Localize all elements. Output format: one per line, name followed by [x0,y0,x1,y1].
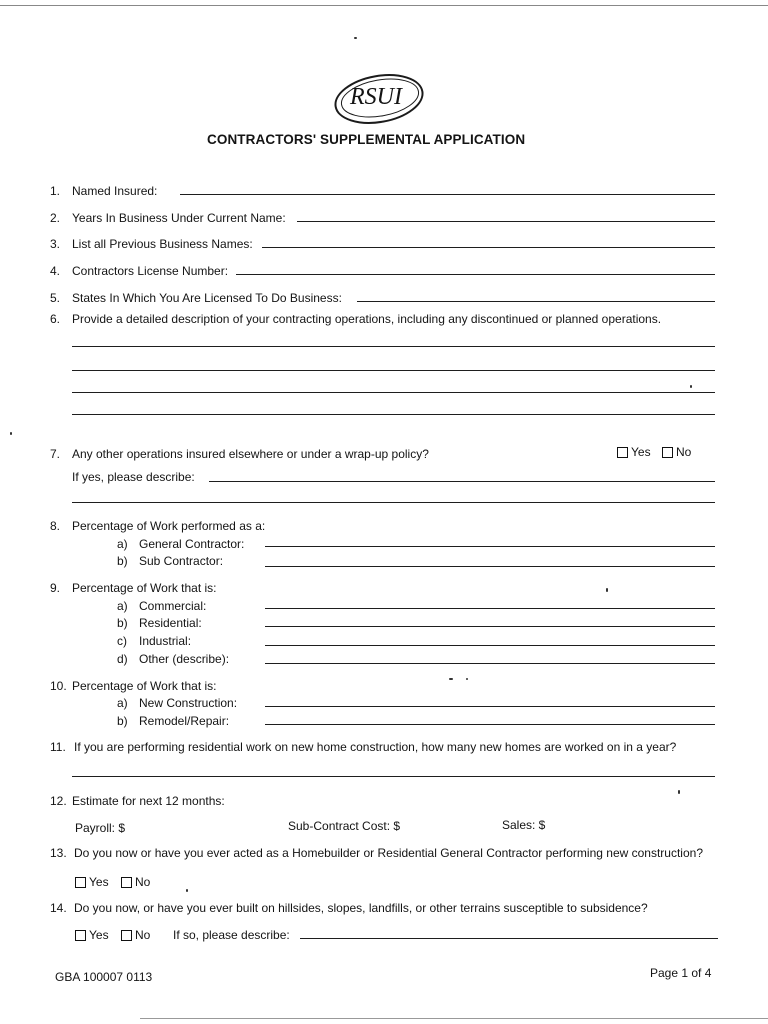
q7-number: 7. [50,447,61,461]
q3-label: List all Previous Business Names: [72,237,253,251]
wrap-up-description-field[interactable] [209,481,715,482]
q9d-letter: d) [117,652,128,666]
q14-no-checkbox[interactable] [121,930,132,941]
q13-label: Do you now or have you ever acted as a Homebuilder or Residential General Contractor performing new construction? [74,846,703,860]
scan-speck [466,678,468,680]
scan-edge-bottom [140,1018,768,1019]
q8b-label: Sub Contractor: [139,554,224,568]
q2-number: 2. [50,211,61,225]
q14-yes-option[interactable] [75,928,109,942]
q14-no-label: No [135,928,151,942]
q7-yes-checkbox[interactable] [617,447,628,458]
sub-contractor-field[interactable] [265,566,715,567]
q9a-letter: a) [117,599,128,613]
q7-describe-label: If yes, please describe: [72,470,195,484]
wrap-up-description-line[interactable] [72,502,715,503]
q14-number: 14. [50,901,67,915]
q13-yes-option[interactable] [75,875,109,889]
operations-description-line[interactable] [72,414,715,415]
q7-no-checkbox[interactable] [662,447,673,458]
q4-label: Contractors License Number: [72,264,229,278]
q14-no-option[interactable] [121,928,150,942]
scan-speck [186,889,188,892]
q14-describe-label: If so, please describe: [173,928,290,942]
page-number: Page 1 of 4 [650,966,712,980]
operations-description-line[interactable] [72,370,715,371]
q12-number: 12. [50,794,67,808]
residential-field[interactable] [265,626,715,627]
years-in-business-field[interactable] [297,221,715,222]
q4-number: 4. [50,264,61,278]
scan-speck [606,588,608,592]
q9b-letter: b) [117,616,128,630]
q7-yes-label: Yes [631,445,651,459]
previous-names-field[interactable] [262,247,715,248]
scan-speck [354,37,357,39]
q9c-letter: c) [117,634,127,648]
q14-label: Do you now, or have you ever built on hillsides, slopes, landfills, or other terrains susceptible to subsidence? [74,901,648,915]
q8a-label: General Contractor: [139,537,245,551]
q9a-label: Commercial: [139,599,207,613]
sales-label: Sales: $ [502,818,546,832]
scan-speck [690,385,692,388]
logo-text: RSUI [350,84,402,110]
subsidence-description-field[interactable] [300,938,718,939]
q10-label: Percentage of Work that is: [72,679,217,693]
q13-no-label: No [135,875,151,889]
q14-yes-label: Yes [89,928,109,942]
q5-label: States In Which You Are Licensed To Do Business: [72,291,342,305]
q13-no-option[interactable] [121,875,150,889]
form-title: CONTRACTORS' SUPPLEMENTAL APPLICATION [207,132,526,147]
q10a-label: New Construction: [139,696,238,710]
q6-label: Provide a detailed description of your contracting operations, including any discontinued or planned operations. [72,312,662,326]
q7-label: Any other operations insured elsewhere or under a wrap-up policy? [72,447,429,461]
scan-speck [10,432,12,435]
company-logo [330,70,428,128]
q9-number: 9. [50,581,61,595]
named-insured-field[interactable] [180,194,715,195]
q9-label: Percentage of Work that is: [72,581,217,595]
q9c-label: Industrial: [139,634,192,648]
subcontract-cost-label: Sub-Contract Cost: $ [288,819,401,833]
q3-number: 3. [50,237,61,251]
q8-number: 8. [50,519,61,533]
q1-number: 1. [50,184,61,198]
operations-description-line[interactable] [72,392,715,393]
license-number-field[interactable] [236,274,715,275]
q5-number: 5. [50,291,61,305]
q2-label: Years In Business Under Current Name: [72,211,286,225]
operations-description-line[interactable] [72,346,715,347]
q8b-letter: b) [117,554,128,568]
q12-label: Estimate for next 12 months: [72,794,225,808]
industrial-field[interactable] [265,645,715,646]
q13-number: 13. [50,846,67,860]
scan-speck [678,790,680,794]
general-contractor-field[interactable] [265,546,715,547]
q13-no-checkbox[interactable] [121,877,132,888]
payroll-label: Payroll: $ [75,821,126,835]
q10a-letter: a) [117,696,128,710]
q7-yes-option[interactable] [617,445,651,459]
commercial-field[interactable] [265,608,715,609]
q8a-letter: a) [117,537,128,551]
q14-yes-checkbox[interactable] [75,930,86,941]
new-construction-field[interactable] [265,706,715,707]
form-number: GBA 100007 0113 [55,970,153,984]
new-homes-per-year-field[interactable] [72,776,715,777]
scan-speck [449,678,453,680]
q7-no-label: No [676,445,692,459]
q11-number: 11. [50,740,66,754]
scan-edge-top [0,5,768,6]
q11-label: If you are performing residential work on new home construction, how many new homes are worked on in a year? [74,740,677,754]
q10b-label: Remodel/Repair: [139,714,230,728]
q9d-label: Other (describe): [139,652,230,666]
q1-label: Named Insured: [72,184,158,198]
q7-no-option[interactable] [662,445,691,459]
licensed-states-field[interactable] [357,301,715,302]
q10b-letter: b) [117,714,128,728]
q6-number: 6. [50,312,61,326]
q9b-label: Residential: [139,616,202,630]
q13-yes-label: Yes [89,875,109,889]
other-work-field[interactable] [265,663,715,664]
q8-label: Percentage of Work performed as a: [72,519,266,533]
q13-yes-checkbox[interactable] [75,877,86,888]
remodel-repair-field[interactable] [265,724,715,725]
q10-number: 10. [50,679,67,693]
